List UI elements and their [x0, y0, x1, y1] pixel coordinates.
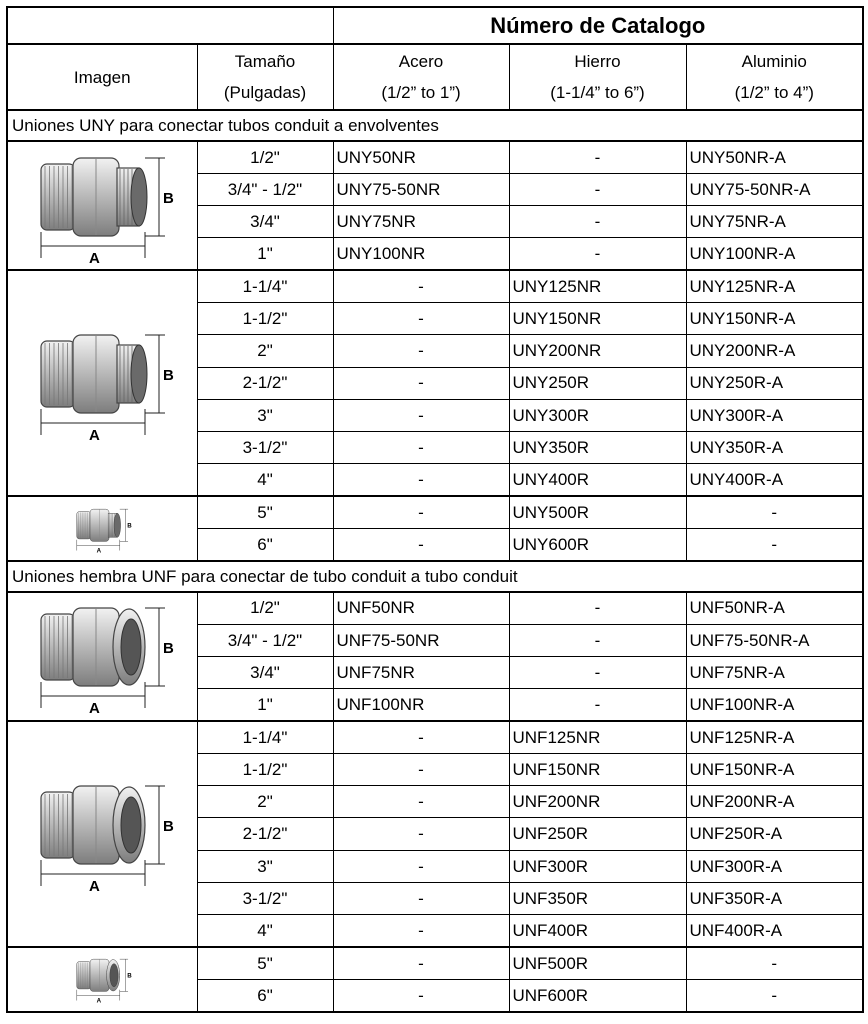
steel-catalog-cell: UNY75NR: [333, 206, 509, 238]
steel-catalog-cell: -: [333, 947, 509, 979]
table-row: [7, 721, 863, 753]
aluminum-catalog-cell: UNF250R-A: [686, 818, 863, 850]
steel-catalog-cell: -: [333, 367, 509, 399]
product-image-cell: [7, 496, 197, 561]
size-cell: 4": [197, 464, 333, 496]
steel-catalog-cell: UNF50NR: [333, 592, 509, 624]
product-image-cell: [7, 721, 197, 947]
steel-header-line1: Acero: [398, 52, 444, 71]
iron-catalog-cell: UNF500R: [509, 947, 686, 979]
size-cell: 4": [197, 915, 333, 947]
iron-header-line1: Hierro: [574, 52, 621, 71]
dimension-a-label: A: [96, 997, 102, 1005]
aluminum-catalog-cell: -: [686, 947, 863, 979]
dimension-a-label: A: [89, 700, 101, 718]
steel-catalog-cell: UNF75NR: [333, 656, 509, 688]
steel-catalog-cell: UNF100NR: [333, 689, 509, 721]
aluminum-catalog-cell: UNF350R-A: [686, 883, 863, 915]
size-cell: 2-1/2": [197, 367, 333, 399]
section-title: Uniones UNY para conectar tubos conduit a envolventes: [7, 110, 863, 141]
aluminum-catalog-cell: UNF400R-A: [686, 915, 863, 947]
union-fitting-icon: [27, 308, 177, 458]
aluminum-catalog-cell: -: [686, 496, 863, 528]
iron-catalog-cell: -: [509, 592, 686, 624]
dimension-b-label: B: [127, 973, 132, 981]
size-cell: 3/4" - 1/2": [197, 173, 333, 205]
product-image-cell: [7, 270, 197, 496]
alum-header-line1: Aluminio: [741, 52, 807, 71]
size-cell: 3/4": [197, 656, 333, 688]
iron-catalog-cell: UNY300R: [509, 399, 686, 431]
aluminum-catalog-cell: UNF50NR-A: [686, 592, 863, 624]
iron-catalog-cell: -: [509, 173, 686, 205]
iron-catalog-cell: UNY125NR: [509, 270, 686, 302]
catalog-table: [6, 6, 864, 1013]
union-fitting-icon: [27, 145, 177, 267]
steel-catalog-cell: UNY75-50NR: [333, 173, 509, 205]
steel-catalog-cell: -: [333, 496, 509, 528]
alum-header-line2: (1/2” to 4”): [734, 83, 814, 102]
steel-catalog-cell: UNY50NR: [333, 141, 509, 173]
size-cell: 6": [197, 529, 333, 561]
female-union-fitting-icon: [27, 759, 177, 909]
iron-column-header: [509, 44, 686, 110]
dimension-b-label: B: [163, 189, 175, 207]
steel-catalog-cell: -: [333, 786, 509, 818]
aluminum-catalog-cell: UNY150NR-A: [686, 302, 863, 334]
steel-column-header: [333, 44, 509, 110]
steel-catalog-cell: -: [333, 302, 509, 334]
iron-catalog-cell: UNY500R: [509, 496, 686, 528]
steel-catalog-cell: -: [333, 335, 509, 367]
size-header-line2: (Pulgadas): [223, 83, 307, 102]
aluminum-catalog-cell: UNY50NR-A: [686, 141, 863, 173]
aluminum-column-header: [686, 44, 863, 110]
size-cell: 6": [197, 979, 333, 1011]
aluminum-catalog-cell: UNF150NR-A: [686, 753, 863, 785]
iron-catalog-cell: UNF300R: [509, 850, 686, 882]
steel-catalog-cell: -: [333, 270, 509, 302]
aluminum-catalog-cell: UNF300R-A: [686, 850, 863, 882]
section-title: Uniones hembra UNF para conectar de tubo conduit a tubo conduit: [7, 561, 863, 592]
dimension-a-label: A: [89, 878, 101, 896]
aluminum-catalog-cell: -: [686, 979, 863, 1011]
union-fitting-icon: [71, 500, 133, 558]
size-cell: 5": [197, 496, 333, 528]
iron-catalog-cell: UNF200NR: [509, 786, 686, 818]
size-cell: 3-1/2": [197, 883, 333, 915]
image-column-header: Imagen: [7, 44, 197, 110]
iron-catalog-cell: UNF250R: [509, 818, 686, 850]
size-cell: 2": [197, 786, 333, 818]
iron-catalog-cell: UNF350R: [509, 883, 686, 915]
iron-header-line2: (1-1/4” to 6”): [550, 83, 645, 102]
size-cell: 1-1/4": [197, 721, 333, 753]
iron-catalog-cell: UNF150NR: [509, 753, 686, 785]
size-cell: 3/4" - 1/2": [197, 624, 333, 656]
iron-catalog-cell: -: [509, 689, 686, 721]
dimension-b-label: B: [163, 640, 175, 658]
steel-catalog-cell: -: [333, 464, 509, 496]
steel-catalog-cell: -: [333, 818, 509, 850]
aluminum-catalog-cell: UNF75-50NR-A: [686, 624, 863, 656]
aluminum-catalog-cell: UNF75NR-A: [686, 656, 863, 688]
steel-catalog-cell: -: [333, 432, 509, 464]
table-row: [7, 592, 863, 624]
size-column-header: [197, 44, 333, 110]
iron-catalog-cell: UNY200NR: [509, 335, 686, 367]
steel-catalog-cell: -: [333, 850, 509, 882]
aluminum-catalog-cell: UNF200NR-A: [686, 786, 863, 818]
size-cell: 1/2": [197, 592, 333, 624]
product-image-cell: [7, 592, 197, 721]
female-union-fitting-icon: [71, 950, 133, 1008]
size-cell: 2-1/2": [197, 818, 333, 850]
aluminum-catalog-cell: UNY125NR-A: [686, 270, 863, 302]
size-cell: 1/2": [197, 141, 333, 173]
steel-catalog-cell: -: [333, 721, 509, 753]
steel-catalog-cell: -: [333, 883, 509, 915]
product-image-cell: [7, 947, 197, 1012]
section-header-row: [7, 561, 863, 592]
iron-catalog-cell: -: [509, 238, 686, 270]
size-cell: 3-1/2": [197, 432, 333, 464]
steel-catalog-cell: UNY100NR: [333, 238, 509, 270]
iron-catalog-cell: UNF400R: [509, 915, 686, 947]
steel-catalog-cell: -: [333, 399, 509, 431]
table-row: [7, 496, 863, 528]
iron-catalog-cell: UNY150NR: [509, 302, 686, 334]
steel-catalog-cell: UNF75-50NR: [333, 624, 509, 656]
dimension-b-label: B: [127, 522, 132, 530]
iron-catalog-cell: UNF125NR: [509, 721, 686, 753]
aluminum-catalog-cell: UNY75NR-A: [686, 206, 863, 238]
iron-catalog-cell: -: [509, 656, 686, 688]
aluminum-catalog-cell: UNY250R-A: [686, 367, 863, 399]
size-cell: 5": [197, 947, 333, 979]
steel-header-line2: (1/2” to 1”): [381, 83, 461, 102]
iron-catalog-cell: UNY400R: [509, 464, 686, 496]
dimension-b-label: B: [163, 818, 175, 836]
iron-catalog-cell: -: [509, 206, 686, 238]
iron-catalog-cell: UNY250R: [509, 367, 686, 399]
size-cell: 2": [197, 335, 333, 367]
steel-catalog-cell: -: [333, 753, 509, 785]
size-cell: 1-1/2": [197, 302, 333, 334]
aluminum-catalog-cell: -: [686, 529, 863, 561]
steel-catalog-cell: -: [333, 529, 509, 561]
table-row: [7, 947, 863, 979]
iron-catalog-cell: -: [509, 141, 686, 173]
size-cell: 1-1/4": [197, 270, 333, 302]
size-cell: 3": [197, 399, 333, 431]
catalog-sheet: [6, 6, 862, 1013]
catalog-body: [7, 110, 863, 1012]
aluminum-catalog-cell: UNF125NR-A: [686, 721, 863, 753]
product-image-cell: [7, 141, 197, 270]
size-cell: 1": [197, 689, 333, 721]
dimension-b-label: B: [163, 367, 175, 385]
size-cell: 3/4": [197, 206, 333, 238]
aluminum-catalog-cell: UNY100NR-A: [686, 238, 863, 270]
iron-catalog-cell: -: [509, 624, 686, 656]
section-header-row: [7, 110, 863, 141]
catalog-title: Número de Catalogo: [333, 7, 863, 44]
dimension-a-label: A: [96, 547, 102, 555]
dimension-a-label: A: [89, 249, 101, 267]
table-row: [7, 270, 863, 302]
aluminum-catalog-cell: UNF100NR-A: [686, 689, 863, 721]
size-cell: 1": [197, 238, 333, 270]
aluminum-catalog-cell: UNY200NR-A: [686, 335, 863, 367]
size-header-line1: Tamaño: [234, 52, 296, 71]
iron-catalog-cell: UNF600R: [509, 979, 686, 1011]
aluminum-catalog-cell: UNY400R-A: [686, 464, 863, 496]
steel-catalog-cell: -: [333, 979, 509, 1011]
header-blank-cell: [7, 7, 333, 44]
iron-catalog-cell: UNY350R: [509, 432, 686, 464]
dimension-a-label: A: [89, 427, 101, 445]
aluminum-catalog-cell: UNY350R-A: [686, 432, 863, 464]
steel-catalog-cell: -: [333, 915, 509, 947]
female-union-fitting-icon: [27, 595, 177, 717]
iron-catalog-cell: UNY600R: [509, 529, 686, 561]
table-row: [7, 141, 863, 173]
aluminum-catalog-cell: UNY75-50NR-A: [686, 173, 863, 205]
size-cell: 1-1/2": [197, 753, 333, 785]
aluminum-catalog-cell: UNY300R-A: [686, 399, 863, 431]
size-cell: 3": [197, 850, 333, 882]
